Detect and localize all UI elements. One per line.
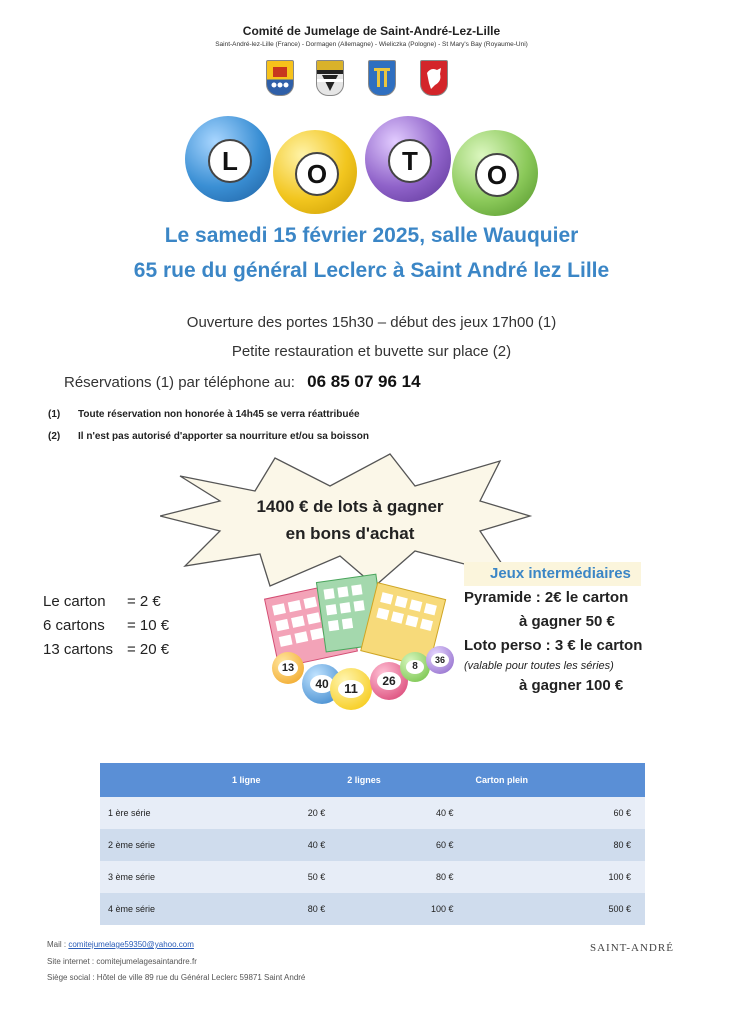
note-2: [48, 431, 369, 442]
committee-title: Comité de Jumelage de Saint-André-Lez-Lille: [242, 24, 501, 38]
event-date: Le samedi 15 février 2025, salle Wauquier: [164, 224, 579, 247]
loto-ball-l: [185, 116, 271, 202]
pyramide-price: Pyramide : 2€ le carton: [464, 589, 629, 606]
loto-ball-t: [365, 116, 451, 202]
twin-towns-line: Saint-André-lez-Lille (France) - Dormagen (Allemagne) - Wieliczka (Pologne) - St Mary's Bay (Royaume-Uni): [215, 41, 528, 48]
table-cell: 20 €: [224, 797, 339, 829]
loto-ball-letter: T: [388, 139, 432, 183]
table-cell: 4 ème série: [100, 893, 224, 925]
bingo-ball: [272, 652, 304, 684]
note-text: Il n'est pas autorisé d'apporter sa nourriture et/ou sa boisson: [78, 431, 369, 442]
footer-site: Site internet : comitejumelagesaintandre.fr: [47, 957, 197, 966]
table-cell: 100 €: [468, 861, 645, 893]
table-row: [100, 829, 645, 861]
bingo-ball-number: 8: [406, 660, 424, 674]
mail-label: Mail :: [47, 940, 67, 949]
email-link[interactable]: comitejumelage59350@yahoo.com: [68, 940, 194, 949]
table-cell: 100 €: [339, 893, 467, 925]
table-row: [100, 893, 645, 925]
intermediate-title: Jeux intermédiaires: [464, 562, 641, 586]
table-cell: 40 €: [224, 829, 339, 861]
opening-hours: Ouverture des portes 15h30 – début des jeux 17h00 (1): [186, 314, 557, 331]
table-cell: 3 ème série: [100, 861, 224, 893]
prize-total: 1400 € de lots à gagner: [256, 497, 444, 516]
loto-perso-note: (valable pour toutes les séries): [464, 660, 614, 672]
reservation-label: Réservations (1) par téléphone au:: [64, 374, 295, 391]
loto-perso-price: Loto perso : 3 € le carton: [464, 637, 643, 654]
saint-andre-logo: SAINT-ANDRÉ: [590, 942, 674, 954]
note-number: (1): [48, 409, 61, 420]
price-row: [43, 590, 169, 614]
bingo-ball: [330, 668, 372, 710]
card-prices: [43, 590, 169, 662]
bingo-ball: [426, 646, 454, 674]
price-row: [43, 638, 169, 662]
bingo-ball-number: 11: [338, 680, 364, 698]
table-header-cell: 2 lignes: [339, 763, 467, 797]
footer-address: Siège social : Hôtel de ville 89 rue du Général Leclerc 59871 Saint André: [47, 973, 306, 982]
bingo-ball-number: 36: [431, 653, 449, 667]
loto-ball-letter: O: [295, 152, 339, 196]
footer-mail: [47, 940, 194, 949]
table-header-cell: Carton plein: [468, 763, 645, 797]
loto-ball-letter: O: [475, 153, 519, 197]
prize-type: en bons d'achat: [285, 524, 415, 543]
table-row: [100, 797, 645, 829]
price-value: = 20 €: [127, 641, 170, 658]
table-cell: 2 ème série: [100, 829, 224, 861]
note-text: Toute réservation non honorée à 14h45 se verra réattribuée: [78, 409, 360, 420]
phone-number: 06 85 07 96 14: [307, 372, 421, 391]
price-label: 13 cartons: [43, 641, 114, 658]
table-cell: 80 €: [468, 829, 645, 861]
table-cell: 40 €: [339, 797, 467, 829]
food-info: Petite restauration et buvette sur place (2): [231, 343, 512, 360]
price-value: = 10 €: [127, 617, 170, 634]
price-value: = 2 €: [127, 593, 161, 610]
prize-table: [100, 763, 645, 925]
note-1: [48, 409, 360, 420]
table-cell: 1 ère série: [100, 797, 224, 829]
table-cell: 500 €: [468, 893, 645, 925]
table-cell: 50 €: [224, 861, 339, 893]
note-number: (2): [48, 431, 61, 442]
reservation-line: [64, 372, 421, 392]
event-address: 65 rue du général Leclerc à Saint André lez Lille: [133, 259, 610, 282]
intermediate-games: [464, 562, 694, 698]
wieliczka-crest-icon: [368, 60, 396, 96]
table-cell: 80 €: [339, 861, 467, 893]
loto-ball-o2: [452, 130, 538, 216]
price-label: Le carton: [43, 593, 106, 610]
dormagen-crest-icon: [316, 60, 344, 96]
table-cell: 80 €: [224, 893, 339, 925]
bingo-ball-number: 40: [310, 675, 334, 693]
table-cell: 60 €: [339, 829, 467, 861]
saint-andre-crest-icon: [266, 60, 294, 96]
loto-ball-letter: L: [208, 139, 252, 183]
loto-ball-o: [273, 130, 357, 214]
table-header-cell: [100, 763, 224, 797]
table-header-cell: 1 ligne: [224, 763, 339, 797]
loto-perso-prize: à gagner 100 €: [519, 677, 624, 694]
price-row: [43, 614, 169, 638]
bingo-illustration: [252, 570, 452, 710]
table-header-row: [100, 763, 645, 797]
pyramide-prize: à gagner 50 €: [519, 613, 615, 630]
table-row: [100, 861, 645, 893]
bingo-ball-number: 13: [278, 660, 298, 676]
price-label: 6 cartons: [43, 617, 105, 634]
bingo-ball-number: 26: [377, 672, 401, 690]
table-cell: 60 €: [468, 797, 645, 829]
st-marys-bay-crest-icon: [420, 60, 448, 96]
